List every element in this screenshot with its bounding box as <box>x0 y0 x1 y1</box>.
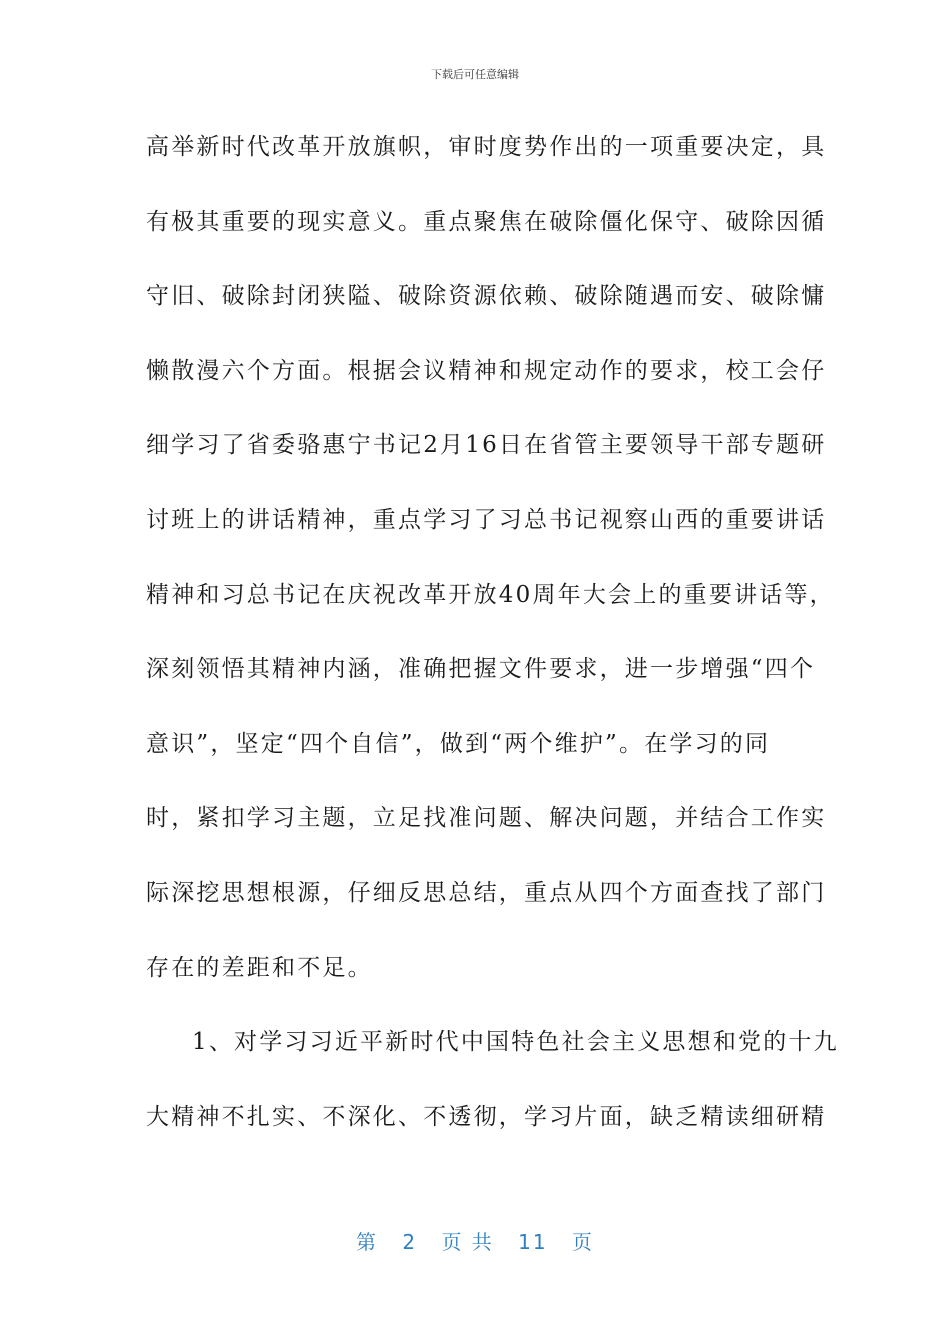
current-page-number: 2 <box>402 1230 418 1254</box>
text-line: 高举新时代改革开放旗帜，审时度势作出的一项重要决定，具 <box>146 134 827 160</box>
text-line: 1、对学习习近平新时代中国特色社会主义思想和党的十九 <box>192 1029 839 1056</box>
text-line: 讨班上的讲话精神，重点学习了习总书记视察山西的重要讲话 <box>146 506 827 533</box>
text-line: 精神和习总书记在庆祝改革开放40周年大会上的重要讲话等， <box>146 581 835 608</box>
text-line: 懒散漫六个方面。根据会议精神和规定动作的要求，校工会仔 <box>146 357 827 384</box>
text-line: 大精神不扎实、不深化、不透彻，学习片面，缺乏精读细研精 <box>146 1103 827 1130</box>
text-line: 意识”，坚定“四个自信”，做到“两个维护”。在学习的同 <box>146 730 771 757</box>
total-page-count: 11 <box>518 1230 548 1254</box>
text-line: 守旧、破除封闭狭隘、破除资源依赖、破除随遇而安、破除慵 <box>146 283 827 310</box>
page-header: 下载后可任意编辑 <box>431 68 519 81</box>
paragraph <box>146 110 835 1005</box>
text-line: 存在的差距和不足。 <box>146 954 373 981</box>
page-number-suffix: 页 <box>571 1230 594 1254</box>
paragraph <box>146 1005 839 1154</box>
text-line: 际深挖思想根源，仔细反思总结，重点从四个方面查找了部门 <box>146 879 827 906</box>
document-body <box>146 110 839 1154</box>
text-line: 时，紧扣学习主题，立足找准问题、解决问题，并结合工作实 <box>146 805 827 832</box>
page-footer <box>0 1226 950 1255</box>
text-line: 细学习了省委骆惠宁书记2月16日在省管主要领导干部专题研 <box>146 432 827 459</box>
page-number-middle: 页 共 <box>441 1230 494 1254</box>
text-line: 深刻领悟其精神内涵，准确把握文件要求，进一步增强“四个 <box>146 656 816 683</box>
page-number-prefix: 第 <box>356 1230 378 1254</box>
text-line: 有极其重要的现实意义。重点聚焦在破除僵化保守、破除因循 <box>146 208 827 235</box>
